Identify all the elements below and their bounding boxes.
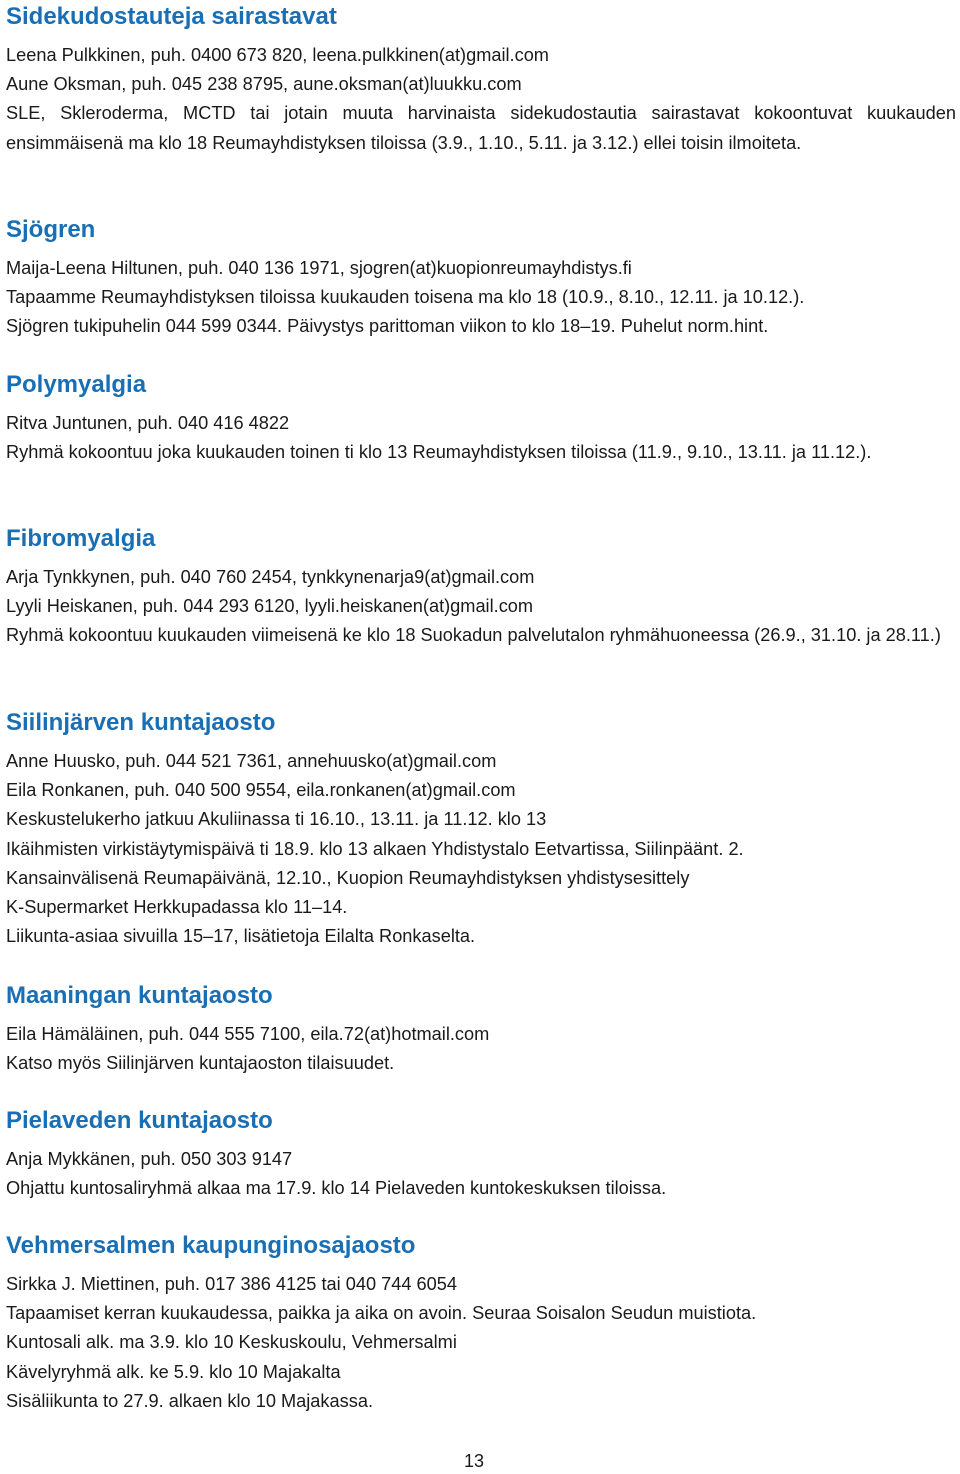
info-line: Kansainvälisenä Reumapäivänä, 12.10., Kuopion Reumayhdistyksen yhdistysesittely <box>6 867 690 888</box>
section-heading: Sidekudostauteja sairastavat <box>6 3 337 30</box>
section-heading: Maaningan kuntajaosto <box>6 982 273 1009</box>
section-maaninka <box>6 981 956 1078</box>
info-line: Sisäliikunta to 27.9. alkaen klo 10 Majakassa. <box>6 1390 373 1411</box>
section-siilinjarvi <box>6 708 956 951</box>
contact-line: Lyyli Heiskanen, puh. 044 293 6120, lyyli.heiskanen(at)gmail.com <box>6 596 534 617</box>
info-line: Liikunta-asiaa sivuilla 15–17, lisätietoja Eilalta Ronkaselta. <box>6 926 476 947</box>
info-line: Katso myös Siilinjärven kuntajaoston tilaisuudet. <box>6 1053 395 1074</box>
info-line: Kuntosali alk. ma 3.9. klo 10 Keskuskoulu, Vehmersalmi <box>6 1332 457 1353</box>
info-line: Kävelyryhmä alk. ke 5.9. klo 10 Majakalta <box>6 1361 341 1382</box>
contact-line: Maija-Leena Hiltunen, puh. 040 136 1971, sjogren(at)kuopionreumayhdistys.fi <box>6 258 632 278</box>
contact-line: Anja Mykkänen, puh. 050 303 9147 <box>6 1149 293 1169</box>
info-paragraph: SLE, Skleroderma, MCTD tai jotain muuta harvinaista sidekudostautia sairastavat kokoontuvat kuukauden ensimmäisenä ma klo 18 Reumayhdistyksen tiloissa (3.9., 1.10., 5.11. ja 3.12.) ellei toisin ilmoiteta. <box>6 103 956 153</box>
section-polymyalgia <box>6 370 956 467</box>
contact-line: Eila Ronkanen, puh. 040 500 9554, eila.ronkanen(at)gmail.com <box>6 780 516 801</box>
contact-line: Leena Pulkkinen, puh. 0400 673 820, leena.pulkkinen(at)gmail.com <box>6 45 549 65</box>
info-paragraph: Ryhmä kokoontuu joka kuukauden toinen ti klo 13 Reumayhdistyksen tiloissa (11.9., 9.10., 13.11. ja 11.12.). <box>6 442 872 463</box>
info-line: K-Supermarket Herkkupadassa klo 11–14. <box>6 897 348 918</box>
section-fibromyalgia <box>6 524 956 651</box>
info-line: Sjögren tukipuhelin 044 599 0344. Päivystys parittoman viikon to klo 18–19. Puhelut norm.hint. <box>6 316 769 337</box>
info-line: Tapaamiset kerran kuukaudessa, paikka ja aika on avoin. Seuraa Soisalon Seudun muistiota. <box>6 1303 757 1324</box>
contact-line: Arja Tynkkynen, puh. 040 760 2454, tynkkynenarja9(at)gmail.com <box>6 567 535 587</box>
section-heading: Sjögren <box>6 216 96 243</box>
info-line: Keskustelukerho jatkuu Akuliinassa ti 16.10., 13.11. ja 11.12. klo 13 <box>6 809 547 830</box>
info-paragraph: Ryhmä kokoontuu kuukauden viimeisenä ke klo 18 Suokadun palvelutalon ryhmähuoneessa (26.9., 31.10. ja 28.11.) <box>6 625 941 646</box>
contact-line: Sirkka J. Miettinen, puh. 017 386 4125 tai 040 744 6054 <box>6 1274 457 1294</box>
section-pielavesi <box>6 1106 956 1203</box>
section-heading: Pielaveden kuntajaosto <box>6 1107 273 1134</box>
section-sjogren <box>6 215 956 342</box>
section-sidekudostauteja <box>6 2 956 158</box>
section-heading: Fibromyalgia <box>6 525 156 552</box>
section-heading: Polymyalgia <box>6 371 147 398</box>
page-number: 13 <box>463 1451 485 1471</box>
contact-line: Eila Hämäläinen, puh. 044 555 7100, eila.72(at)hotmail.com <box>6 1024 490 1044</box>
contact-line: Aune Oksman, puh. 045 238 8795, aune.oksman(at)luukku.com <box>6 74 522 95</box>
section-vehmersalmi <box>6 1231 956 1416</box>
section-heading: Vehmersalmen kaupunginosajaosto <box>6 1232 416 1259</box>
section-heading: Siilinjärven kuntajaosto <box>6 709 276 736</box>
info-line: Tapaamme Reumayhdistyksen tiloissa kuukauden toisena ma klo 18 (10.9., 8.10., 12.11. ja 10.12.). <box>6 287 805 308</box>
info-line: Ikäihmisten virkistäytymispäivä ti 18.9. klo 13 alkaen Yhdistystalo Eetvartissa, Siilinpäänt. 2. <box>6 838 744 859</box>
contact-line: Anne Huusko, puh. 044 521 7361, annehuusko(at)gmail.com <box>6 751 497 771</box>
info-line: Ohjattu kuntosaliryhmä alkaa ma 17.9. klo 14 Pielaveden kuntokeskuksen tiloissa. <box>6 1178 667 1199</box>
contact-line: Ritva Juntunen, puh. 040 416 4822 <box>6 413 290 433</box>
